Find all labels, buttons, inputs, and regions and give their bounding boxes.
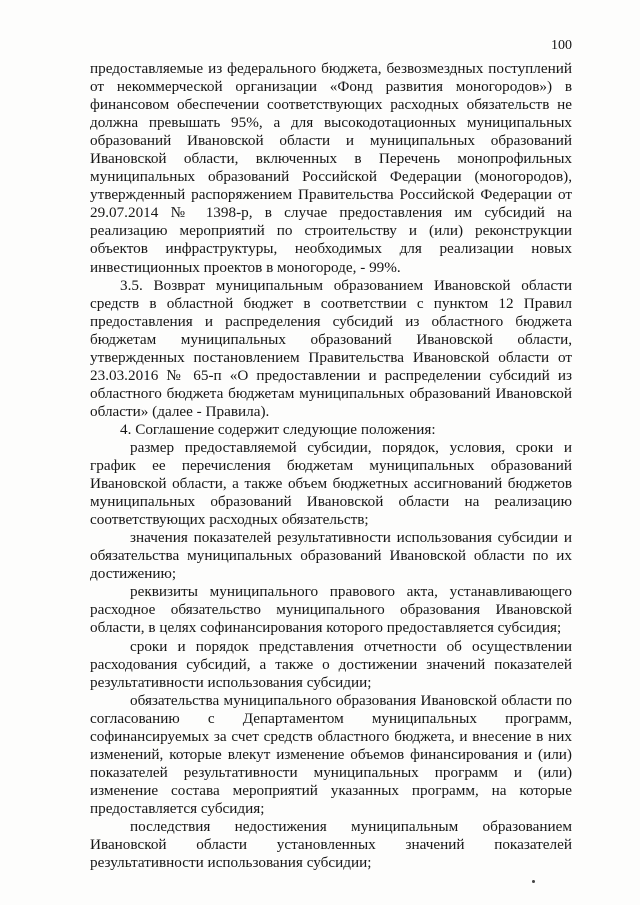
scan-speck [532,880,535,883]
paragraph-3-5-return-of-funds: 3.5. Возврат муниципальным образованием Ивановской области средств в областной бюджет в соответствии с пунктом 12 Правил предоставления и распределения субсидий из областного бюджета бюджетам муниципальных образований Ивановской области, утвержденных постановлением Правительства Ивановской области от 23.03.2016 № 65-п «О предоставлении и распределении субсидий из областного бюджета бюджетам муниципальных образований Ивановской области» (далее - Правила). [90,276,572,420]
page-number: 100 [551,38,572,53]
document-body [90,60,572,872]
paragraph-continued-cofinancing: предоставляемые из федерального бюджета, безвозмездных поступлений от некоммерческой организации «Фонд развития моногородов») в финансовом обеспечении соответствующих расходных обязательств не должна превышать 95%, а для высокодотационных муниципальных образований Ивановской области и муниципальных образований Ивановской области, включенных в Перечень монопрофильных муниципальных образований Российской Федерации (моногородов), утвержденный распоряжением Правительства Российской Федерации от 29.07.2014 № 1398-р, в случае предоставления им субсидий на реализацию мероприятий по строительству и (или) реконструкции объектов инфраструктуры, необходимых для реализации новых инвестиционных проектов в моногороде, - 99%. [90,60,572,276]
list-item-program-coordination: обязательства муниципального образования Ивановской области по согласованию с Департаментом муниципальных программ, софинансируемых за счет средств областного бюджета, и внесение в них изменений, которые влекут изменение объемов финансирования и (или) показателей результативности муниципальных программ и (или) изменение состава мероприятий указанных программ, на которые предоставляется субсидия; [90,691,572,817]
list-item-non-achievement-consequences: последствия недостижения муниципальным образованием Ивановской области установленных значений показателей результативности использования субсидии; [90,817,572,872]
paragraph-4-agreement-provisions: 4. Соглашение содержит следующие положения: [120,420,436,438]
list-item-legal-act-details: реквизиты муниципального правового акта, устанавливающего расходное обязательство муниципального образования Ивановской области, в целях софинансирования которого предоставляется субсидия; [90,583,572,637]
list-item-reporting-terms: сроки и порядок представления отчетности об осуществлении расходования субсидий, а также о достижении значений показателей результативности использования субсидии; [90,637,572,691]
list-item-performance-indicators: значения показателей результативности использования субсидии и обязательства муниципальных образований Ивановской области по их достижению; [90,529,572,583]
list-item-subsidy-amount: размер предоставляемой субсидии, порядок, условия, сроки и график ее перечисления бюджетам муниципальных образований Ивановской области, а также объем бюджетных ассигнований бюджетов муниципальных образований Ивановской области на реализацию соответствующих расходных обязательств; [90,438,572,529]
